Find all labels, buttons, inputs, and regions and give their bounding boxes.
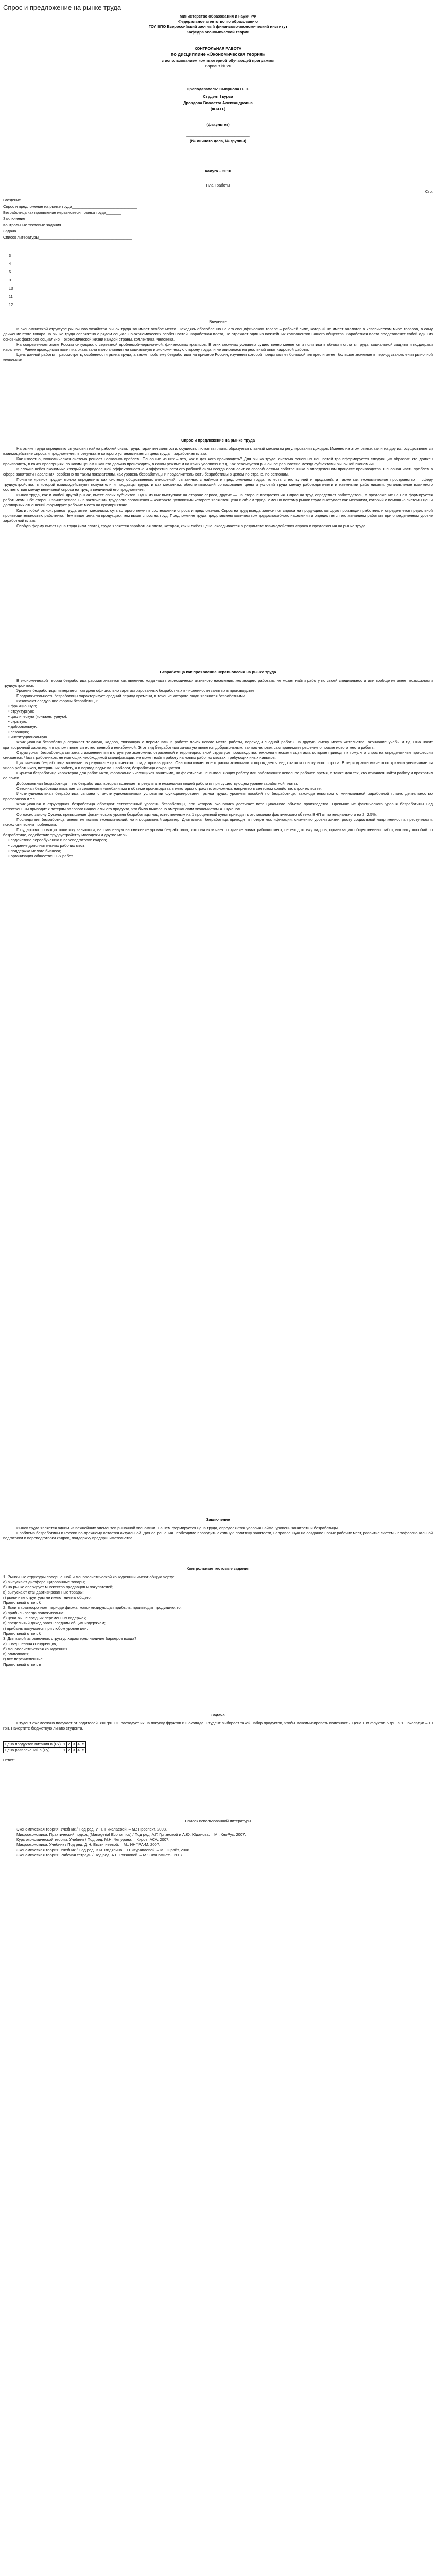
list-item: Микроэкономика: Практический подход (Managerial Economics) / Под ред. А.Г. Грязновой и А.Ю. Юданова. – М.: КноРус, 2007. bbox=[16, 1832, 246, 1837]
literature-heading: Список использованной литературы bbox=[185, 1819, 251, 1823]
table-cell: 5 bbox=[81, 1742, 85, 1748]
test-line: г) все перечисленные. bbox=[3, 1657, 44, 1662]
test-line: г) прибыль получается при любом уровне цен. bbox=[3, 1626, 88, 1631]
test-line: Правильный ответ: б bbox=[3, 1631, 42, 1636]
test-line: а) прибыль всегда положительна; bbox=[3, 1611, 65, 1616]
gradebook-line: _____________________________ bbox=[186, 132, 250, 137]
test-line: 1. Рыночные структуры совершенной и монополистической конкуренции имеют общую черту: bbox=[3, 1574, 175, 1579]
plan-heading: План работы bbox=[206, 183, 230, 188]
teacher: Преподаватель: Смирнова Н. Н. bbox=[186, 87, 250, 91]
task-answer: Ответ: bbox=[3, 1758, 15, 1762]
paragraph: Последствия безработицы имеют не только экономический, но и социальный характер. Длительная безработица приводит к потере квалификации, снижению уровня жизни, росту социальной напряженности, преступности, психологическим проблемам. bbox=[3, 817, 433, 827]
tests-heading: Контрольные тестовые задания bbox=[186, 1566, 250, 1571]
paragraph: Добровольная безработица – это безработица, которая возникает в результате нежелания людей работать при существующем уровне заработной платы. bbox=[16, 781, 298, 786]
student-initials: (Ф.И.О.) bbox=[210, 107, 226, 111]
paragraph: Государство проводит политику занятости, направленную на снижение уровня безработицы, которая включает: создание новых рабочих мест, переподготовку кадров, организацию общественных работ, выплату пособий по безработице, содействие трудоустройству молодежи и другие меры. bbox=[3, 827, 433, 838]
variant: Вариант № 26 bbox=[205, 64, 231, 69]
section2-heading: Безработица как проявление неравновесия на рынке труда bbox=[160, 670, 276, 674]
paragraph: В экономической теории безработица рассматривается как явление, когда часть экономически активного населения, желающего работать, не может найти работу по своей специальности или вообще не имеет возможности трудоустроиться. bbox=[3, 678, 433, 688]
toc-page-number: 3 bbox=[9, 253, 11, 258]
institute: ГОУ ВПО Всероссийский заочный финансово-экономический институт bbox=[148, 24, 288, 29]
table-cell: 4 bbox=[76, 1748, 81, 1753]
list-item: Курс экономической теории: Учебник / Под ред. М.Н. Чепурина. – Киров: АСА, 2007. bbox=[16, 1837, 170, 1842]
table-cell: 3 bbox=[72, 1742, 76, 1748]
table-cell: 1 bbox=[62, 1748, 66, 1753]
paragraph: Фрикционная и структурная безработица образуют естественный уровень безработицы, при котором экономика достигает потенциального объема производства. Превышение фактического уровня безработицы над естественным приводит к потерям валового национального продукта, что было выявлено американским экономистом А. Оукеном. bbox=[3, 802, 433, 812]
paragraph: В сложившейся экономике каждый с определенной эффективностью и эффективности его рабочей силы всегда соотносит со способностями собственника в определенном процессе производства. Основная часть проблем в сфере занятости населения, особенно по таким показателям, как уровень безработицы и продолжительность безработицы в целом по стране, по регионам. bbox=[3, 467, 433, 477]
discipline: по дисциплине «Экономическая теория» bbox=[170, 52, 266, 57]
page-label: Стр. bbox=[425, 189, 433, 194]
test-line: 2. Если в краткосрочном периоде фирма, максимизирующая прибыль, производит продукцию, то: bbox=[3, 1605, 182, 1611]
faculty: (факультет) bbox=[206, 122, 230, 127]
method: с использованием компьютерной обучающей программы bbox=[161, 58, 275, 63]
section1-body bbox=[3, 446, 433, 529]
paragraph: Особую форму имеет цена труда (или плата), труда является заработная плата, которая, как и любая цена, складывается в результате взаимодействия спроса и предложения на рынке труда. bbox=[16, 523, 367, 529]
table-cell: 4 bbox=[76, 1742, 81, 1748]
list-item: • институциональную. bbox=[8, 735, 48, 740]
test-line: в) предельный доход равен средним общим издержкам; bbox=[3, 1621, 106, 1626]
paragraph: На современном этапе России ситуацию, с серьезной проблемой-нерыночной, финансовых кризисов. В этих сложных условиях существенно меняется и политика в области оплаты труда, социальной защиты и поддержки населения. Ранее проводимая политика оказывала мало влияния на социальную и экономическую сторону труда, и не опиралась на реальный опыт кадровой работы. bbox=[3, 342, 433, 352]
test-line: б) монополистическая конкуренция; bbox=[3, 1647, 69, 1652]
test-line: Правильный ответ: в bbox=[3, 1662, 41, 1667]
city-year: Калуга – 2010 bbox=[205, 168, 231, 173]
ministry: Министерство образования и науки РФ bbox=[179, 14, 257, 19]
table-cell: Цена развлечений в (Py) bbox=[4, 1748, 62, 1753]
toc-page-number: 6 bbox=[9, 269, 11, 274]
toc-page-number: 4 bbox=[9, 261, 11, 266]
table-row bbox=[4, 1748, 86, 1753]
test-line: б) цена выше средних переменных издержек; bbox=[3, 1616, 86, 1621]
paragraph: Согласно закону Оукена, превышение фактического уровня безработицы над естественным на 1 процентный пункт приводит к отставанию фактического объема ВНП от потенциального на 2–2,5%. bbox=[16, 812, 377, 817]
task-heading: Задача bbox=[211, 1713, 225, 1717]
agency: Федеральное агентство по образованию bbox=[178, 19, 258, 24]
paragraph: Продолжительность безработицы характеризует средний период времени, в течение которого люди являются безработными. bbox=[16, 693, 247, 699]
list-item: • поддержка малого бизнеса; bbox=[8, 848, 61, 853]
tests-body bbox=[3, 1574, 433, 1667]
test-line: г) рыночные структуры не имеют ничего общего. bbox=[3, 1595, 92, 1600]
document-title: Спрос и предложение на рынке труда bbox=[3, 4, 121, 11]
list-item: Макроэкономика: Учебник / Под ред. Д.Н. Евстигнеевой. – М.: ИНФРА-М, 2007. bbox=[16, 1842, 160, 1848]
paragraph: На рынке труда определяются условия найма рабочей силы, труда, гарантии занятости, осуществляются выплаты, образуется главный механизм регулирования доходов. Именно на этом рынке, как и на других, осуществляется взаимодействие спроса и предложения, в результате которого устанавливается цена труда – заработная плата. bbox=[3, 446, 433, 456]
paragraph: Циклическая безработица возникает в результате циклического спада производства. Она охватывает все отрасли экономики и порождается недостатком совокупного спроса. В период экономического кризиса увеличивается число работников, потерявших работу, а в период подъема, наоборот, безработица сокращается. bbox=[3, 760, 433, 771]
paragraph: Цель данной работы – рассмотреть, особенности рынка труда, а также проблему безработицы на примере России, изучения которой представляет большой интерес и имеет большое значение в период становления рыночной экономики. bbox=[3, 352, 433, 363]
list-item: • циклическую (конъюнктурную); bbox=[8, 714, 67, 719]
toc-item: Заключение___________________________________________________ bbox=[3, 216, 136, 221]
paragraph: Институциональная безработица связана с институциональными условиями функционирования рынка труда: уровнем пособий по безработице, законодательством о минимальной заработной плате, деятельностью профсоюзов и т.п. bbox=[3, 791, 433, 802]
list-item: Экономическая теория: Учебник / Под ред. И.П. Николаевой. – М.: Проспект, 2008. bbox=[16, 1827, 167, 1832]
faculty-line: _____________________________ bbox=[186, 115, 250, 120]
test-line: 3. Для какой из рыночных структур характерно наличие барьеров входа? bbox=[3, 1636, 137, 1641]
list-item: Экономическая теория: Рабочая тетрадь / Под ред. А.Г. Грязновой. – М.: Экономистъ, 2007. bbox=[16, 1853, 184, 1858]
toc-item: Задача_________________________________________________ bbox=[3, 229, 123, 233]
department: Кафедра экономической теории bbox=[186, 30, 250, 35]
table-cell: 2 bbox=[67, 1742, 72, 1748]
test-line: в) выпускают стандартизированные товары; bbox=[3, 1590, 84, 1595]
list-item: • создание дополнительных рабочих мест; bbox=[8, 843, 86, 848]
list-item: • добровольную; bbox=[8, 724, 39, 730]
work-type: КОНТРОЛЬНАЯ РАБОТА bbox=[194, 46, 242, 51]
conclusion-heading: Заключение bbox=[206, 1517, 230, 1522]
paragraph: Структурная безработица связана с изменениями в структуре экономики, отраслевой и территориальной структуре производства, технологическими сдвигами, которые приводят к тому, что спрос на определенные профессии снижается. Часть работников, не имеющих необходимой квалификации, не может найти работу на новых рабочих местах, требующих иных навыков. bbox=[3, 750, 433, 760]
table-row bbox=[4, 1742, 86, 1748]
table-cell: 5 bbox=[81, 1748, 85, 1753]
paragraph: Как и любой рынок, рынок труда имеет механизм, суть которого лежит в соотношении спроса и предложения. Спрос на труд всегда зависит от спроса на продукцию, которую производит работник, и определяется предельной производительностью работника. Чем выше цена на продукцию, тем выше спрос на труд. Предложение труда представлено количеством трудоспособного населения и определяется его желанием работать при определенном уровне заработной платы. bbox=[3, 508, 433, 523]
list-item: • структурную; bbox=[8, 709, 34, 714]
student: Студент I курса bbox=[203, 94, 233, 99]
paragraph: Различают следующие формы безработицы: bbox=[16, 699, 99, 704]
paragraph: Сезонная безработица вызывается сезонными колебаниями в объеме производства в некоторых отраслях экономики, например в сельском хозяйстве, строительстве. bbox=[16, 786, 322, 791]
student-name: Дроздова Виолетта Александровна bbox=[183, 100, 253, 105]
paragraph: Уровень безработицы измеряется как доля официально зарегистрированных безработных в численности занятых в производстве. bbox=[16, 688, 256, 693]
paragraph: Рынок труда, как и любой другой рынок, имеет своих субъектов. Одни из них выступают на стороне спроса, другие — на стороне предложения. Спрос на труд определяет работодатель, а предложение на нем формируется работником. Обе стороны заинтересованы в заключении трудового соглашения – контракта, условиями которого являются цена и объем труда. Именно поэтому рынок труда выступает как механизм, который с помощью системы цен и договорных отношений формирует рабочие места на предприятиях. bbox=[3, 493, 433, 508]
list-item: • скрытую; bbox=[8, 719, 27, 724]
toc-item: Безработица как проявление неравновесия рынка труда_______ bbox=[3, 210, 121, 215]
table-cell: 1 bbox=[62, 1742, 66, 1748]
paragraph: Проблема безработицы в России по-прежнему остается актуальной. Для ее решения необходимо проводить активную политику занятости, направленную на создание новых рабочих мест, развитие системы профессиональной подготовки и переподготовки кадров, поддержку предпринимательства. bbox=[3, 1531, 433, 1541]
test-line: Правильный ответ: б bbox=[3, 1600, 42, 1605]
list-item: • организация общественных работ. bbox=[8, 853, 74, 858]
table-cell: 3 bbox=[72, 1748, 76, 1753]
paragraph: В экономической структуре рыночного хозяйства рынок труда занимает особое место. Находясь обособленно на его специфическом товаре – рабочей силе, который не имеет аналогов в классическом мире товаров, в саму движение этого товара на рынке труда сопряжено с рядом социально-экономических особенностей. Заработная плата, не отражает один из важнейших компонентов нашего общества. Заработная плата представляет собой один из основных факторов социально – экономической жизни каждой страны, коллектива, человека. bbox=[3, 327, 433, 342]
test-line: а) выпускают дифференцированные товары; bbox=[3, 1580, 85, 1585]
paragraph: Как известно, экономическая система решает несколько проблем. Основные из них – что, как и для кого производить? Для рынка труда: система основных ценностей трансформируется следующим образом: кто должен производить, в каких пропорциях, по каким ценам и как это должно происходить, в каком режиме и на каких условиях и т.д. Как реализуется рыночное равновесие между субъектами рыночной экономики. bbox=[3, 456, 433, 467]
toc-page-number: 9 bbox=[9, 278, 11, 282]
section1-heading: Спрос и предложение на рынке труда bbox=[181, 438, 255, 443]
list-item: • сезонную; bbox=[8, 730, 29, 735]
toc-item: Контрольные тестовые задания____________________________________ bbox=[3, 223, 139, 227]
paragraph: Студент ежемесячно получает от родителей 390 грн. Он расходует их на покупку фруктов и шоколада. Студент выбирает такой набор продуктов, чтобы максимизировать полезность. Цена 1 кг фруктов 5 грн, а 1 шоколадки – 10 грн. Начертите бюджетную линию студента. bbox=[3, 1721, 433, 1731]
toc-page-number: 10 bbox=[9, 286, 13, 291]
gradebook: (№ личного дела, № группы) bbox=[189, 139, 247, 143]
task-body bbox=[3, 1721, 433, 1731]
test-line: б) на рынке оперирует множество продавцов и покупателей; bbox=[3, 1585, 114, 1590]
paragraph: Рынок труда является одним из важнейших элементов рыночной экономики. На нем формируется цена труда, определяются условия найма, уровень занятости и безработицы. bbox=[16, 1526, 339, 1530]
toc-page-number: 11 bbox=[9, 294, 13, 299]
literature-list bbox=[3, 1827, 433, 1858]
list-item: • содействие переобучению и переподготовке кадров; bbox=[8, 838, 107, 843]
toc-page-number: 12 bbox=[9, 302, 13, 307]
toc-item: Спрос и предложение на рынке труда______________________________ bbox=[3, 204, 137, 209]
paragraph: Понятие «рынок труда» можно определить как систему общественных отношений, связанных с наймом и предложением труда, то есть с его куплей и продажей; а также как экономическое пространство – сферу трудоустройства, в которой взаимодействуют покупатели и продавцы труда; и как механизм, обеспечивающий согласование цены и условий труда между работодателями и наемными работниками, установление взаимного соответствия между величиной спроса на труд и величиной его предложения. bbox=[3, 477, 433, 493]
toc-item: Введение______________________________________________________ bbox=[3, 198, 138, 202]
list-item: • фрикционную; bbox=[8, 704, 37, 709]
section2-body bbox=[3, 678, 433, 859]
paragraph: Скрытая безработица характерна для работников, формально числящихся занятыми, но фактически не выполняющих работу или работающих неполное рабочее время, а также для тех, кто отчаялся найти работу и прекратил ее поиск. bbox=[3, 771, 433, 781]
table-cell: 2 bbox=[67, 1748, 72, 1753]
intro-heading: Введение bbox=[209, 319, 227, 324]
table-cell: Цена продуктов питания в (Px) bbox=[4, 1742, 62, 1748]
test-line: а) совершенная конкуренция; bbox=[3, 1641, 57, 1647]
test-line: в) олигополия; bbox=[3, 1652, 30, 1657]
list-item: Экономическая теория: Учебник / Под ред. В.И. Видяпина, Г.П. Журавлевой. – М.: Юрайт, 2008. bbox=[16, 1848, 190, 1853]
conclusion-body bbox=[3, 1526, 433, 1541]
toc-item: Список литературы___________________________________________ bbox=[3, 235, 132, 240]
intro-body bbox=[3, 327, 433, 363]
paragraph: Фрикционная безработица отражает текущую, кадров, связанную с переменами в работе: поиск нового места работы, переходы с одной работы на другую, смену места жительства, окончание учебы и т.д. Она носит краткосрочный характер и в целом является естественной и неизбежной. Этот вид безработицы зачастую является добровольным, так как человек сам принимает решение о поиске нового места работы. bbox=[3, 740, 433, 750]
task-table bbox=[3, 1741, 86, 1753]
